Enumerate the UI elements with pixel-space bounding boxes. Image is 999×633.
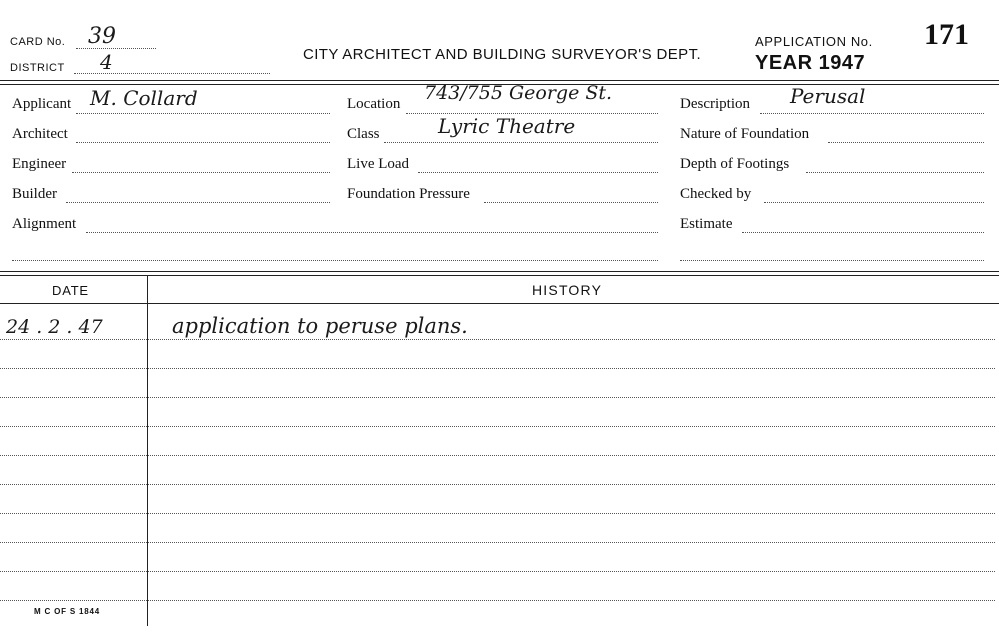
nature-foundation-label: Nature of Foundation — [680, 126, 810, 142]
estimate-label: Estimate — [680, 216, 733, 232]
applicant-label: Applicant — [12, 96, 72, 112]
nature-foundation-line — [828, 142, 984, 143]
checked-by-label: Checked by — [680, 186, 752, 202]
table-rule-top-2 — [0, 275, 999, 276]
column-divider — [147, 276, 148, 626]
location-value: 743/755 George St. — [424, 82, 613, 104]
date-header: DATE — [52, 283, 89, 298]
architect-label: Architect — [12, 126, 68, 142]
description-label: Description — [680, 96, 750, 112]
row-line-2 — [0, 368, 995, 369]
row-line-8 — [0, 542, 995, 543]
alignment-label: Alignment — [12, 216, 77, 232]
alignment-line — [86, 232, 658, 233]
estimate-line — [742, 232, 984, 233]
row-line-10 — [0, 600, 995, 601]
row-line-5 — [0, 455, 995, 456]
row-line-4 — [0, 426, 995, 427]
district-label: DISTRICT — [10, 62, 65, 74]
top-rule — [0, 80, 999, 81]
description-line — [760, 113, 984, 114]
engineer-line — [72, 172, 330, 173]
history-entry-1: application to peruse plans. — [172, 314, 468, 338]
department-title: CITY ARCHITECT AND BUILDING SURVEYOR'S DEPT. — [303, 46, 702, 63]
class-line — [384, 142, 658, 143]
architect-line — [76, 142, 330, 143]
year-label: YEAR 1947 — [755, 52, 866, 74]
card-no-value: 39 — [88, 24, 116, 49]
description-value: Perusal — [790, 84, 866, 108]
foundation-pressure-label: Foundation Pressure — [347, 186, 470, 202]
builder-line — [66, 202, 330, 203]
location-label: Location — [347, 96, 401, 112]
live-load-line — [418, 172, 658, 173]
row-line-1 — [0, 339, 995, 340]
depth-footings-label: Depth of Footings — [680, 156, 790, 172]
live-load-label: Live Load — [347, 156, 410, 172]
history-header: HISTORY — [532, 282, 603, 298]
applicant-value: M. Collard — [90, 86, 198, 110]
applicant-line — [76, 113, 330, 114]
card-no-label: CARD No. — [10, 36, 66, 48]
alignment-line-2 — [12, 260, 658, 261]
district-value: 4 — [100, 50, 113, 74]
class-value: Lyric Theatre — [438, 114, 576, 138]
application-number: 171 — [924, 18, 969, 51]
depth-footings-line — [806, 172, 984, 173]
foundation-pressure-line — [484, 202, 658, 203]
builder-label: Builder — [12, 186, 57, 202]
table-rule-top — [0, 271, 999, 272]
row-line-3 — [0, 397, 995, 398]
header-rule — [0, 303, 999, 304]
class-label: Class — [347, 126, 380, 142]
history-date-1: 24 . 2 . 47 — [6, 316, 103, 338]
estimate-line-2 — [680, 260, 984, 261]
row-line-9 — [0, 571, 995, 572]
row-line-7 — [0, 513, 995, 514]
checked-by-line — [764, 202, 984, 203]
engineer-label: Engineer — [12, 156, 67, 172]
row-line-6 — [0, 484, 995, 485]
form-code: M C OF S 1844 — [34, 607, 100, 616]
application-label: APPLICATION No. — [755, 34, 873, 49]
